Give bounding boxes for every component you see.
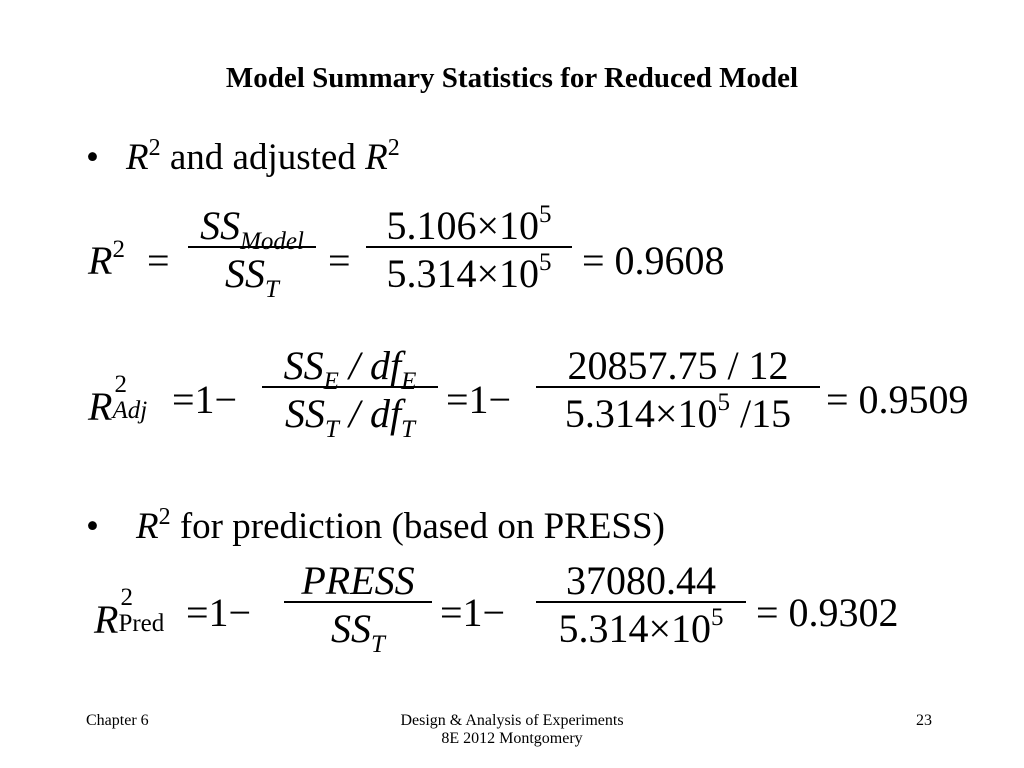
bullet-dot-icon: • <box>86 137 99 178</box>
slide-title: Model Summary Statistics for Reduced Model <box>225 62 799 94</box>
footer-book-line2: 8E 2012 Montgomery <box>441 730 583 747</box>
eq3-one-minus-2: =1− <box>440 590 506 635</box>
eq2-lhs-sub: Adj <box>112 397 148 424</box>
eq1-lhs: R <box>88 238 113 283</box>
eq3-lhs-sup: 2 <box>120 584 133 611</box>
eq2-fraction-values: 20857.75 / 12 $5.314\times 10^5$ /15 <box>536 346 820 434</box>
eq1-lhs-sup: 2 <box>112 236 125 263</box>
eq2-fraction-ss-df: $SS_E / df_E$ $SS_T / df_T$ <box>262 346 438 434</box>
footer-page-number: 23 <box>916 712 932 729</box>
bullet-symbol: R <box>126 137 149 178</box>
bullet-sup2: 2 <box>387 135 400 161</box>
eq3-lhs-sub: Pred <box>118 610 165 637</box>
eq1-fraction-ss: $SS_{Model}$ $SS_T$ <box>188 206 316 294</box>
bullet-sup: 2 <box>148 135 161 161</box>
footer-book-line1: Design & Analysis of Experiments <box>400 712 624 729</box>
eq3-one-minus-1: =1− <box>186 590 252 635</box>
eq3-result: = 0.9302 <box>756 590 899 635</box>
eq2-lhs-sup: 2 <box>114 371 127 398</box>
eq1-equals-2: = <box>328 238 351 283</box>
eq3-fraction-values: 37080.44 $5.314\times 10^5$ <box>536 561 746 649</box>
bullet-r2-adjusted <box>86 136 400 179</box>
eq2-one-minus-2: =1− <box>446 377 512 422</box>
eq1-equals-1: = <box>147 238 170 283</box>
bullet-text: and adjusted <box>160 137 366 178</box>
eq1-fraction-values: $5.106\times 10^5$ $5.314\times 10^5$ <box>366 206 572 294</box>
eq3-fraction-press: PRESS $SS_T$ <box>284 561 432 649</box>
eq2-one-minus-1: =1− <box>172 377 238 422</box>
bullet-dot-icon: • <box>86 506 99 547</box>
footer-chapter: Chapter 6 <box>86 712 149 729</box>
eq2-lhs: R <box>88 384 113 429</box>
bullet-r2-prediction: • $R^2$ for prediction (based on PRESS) <box>86 504 665 547</box>
eq2-result: = 0.9509 <box>826 377 969 422</box>
eq1-result: = 0.9608 <box>582 238 725 283</box>
bullet-symbol2: R <box>365 137 388 178</box>
footer-book <box>312 712 712 748</box>
eq3-lhs: R <box>94 597 119 642</box>
